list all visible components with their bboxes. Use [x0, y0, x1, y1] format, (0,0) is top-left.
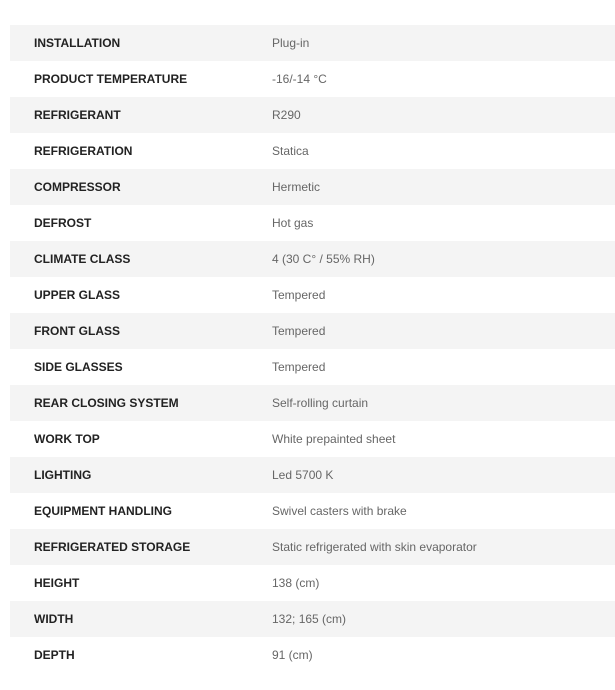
spec-label: EQUIPMENT HANDLING: [34, 504, 172, 518]
specifications-table: [10, 25, 615, 673]
spec-label: REFRIGERATED STORAGE: [34, 540, 191, 554]
spec-row-equipment-handling: [10, 493, 615, 529]
spec-label: COMPRESSOR: [34, 180, 121, 194]
spec-row-refrigerated-storage: [10, 529, 615, 565]
spec-row-refrigeration: [10, 133, 615, 169]
spec-value: 91 (cm): [272, 648, 313, 662]
spec-value: White prepainted sheet: [272, 432, 396, 446]
spec-value: Plug-in: [272, 36, 310, 50]
spec-value: Hot gas: [272, 216, 314, 230]
spec-row-defrost: [10, 205, 615, 241]
spec-value: R290: [272, 108, 301, 122]
spec-value: Tempered: [272, 288, 326, 302]
spec-row-width: [10, 601, 615, 637]
spec-label: REFRIGERATION: [34, 144, 133, 158]
spec-label: PRODUCT TEMPERATURE: [34, 72, 188, 86]
spec-row-climate-class: [10, 241, 615, 277]
spec-row-rear-closing-system: [10, 385, 615, 421]
spec-value: Tempered: [272, 324, 326, 338]
spec-value: 138 (cm): [272, 576, 320, 590]
spec-row-work-top: [10, 421, 615, 457]
spec-value: 4 (30 C° / 55% RH): [272, 252, 375, 266]
spec-value: Swivel casters with brake: [272, 504, 407, 518]
spec-value: Statica: [272, 144, 309, 158]
spec-value: -16/-14 °C: [272, 72, 327, 86]
spec-row-product-temperature: [10, 61, 615, 97]
spec-label: CLIMATE CLASS: [34, 252, 131, 266]
spec-label: INSTALLATION: [34, 36, 121, 50]
specifications-body: [10, 25, 615, 673]
spec-row-height: [10, 565, 615, 601]
spec-label: WIDTH: [34, 612, 74, 626]
spec-row-depth: [10, 637, 615, 673]
spec-value: Static refrigerated with skin evaporator: [272, 540, 477, 554]
spec-label: UPPER GLASS: [34, 288, 121, 302]
spec-value: Self-rolling curtain: [272, 396, 369, 410]
spec-row-installation: [10, 25, 615, 61]
spec-row-refrigerant: [10, 97, 615, 133]
spec-row-upper-glass: [10, 277, 615, 313]
spec-value: 132; 165 (cm): [272, 612, 347, 626]
spec-label: WORK TOP: [34, 432, 100, 446]
spec-value: Tempered: [272, 360, 326, 374]
spec-label: SIDE GLASSES: [34, 360, 123, 374]
spec-value: Hermetic: [272, 180, 321, 194]
spec-label: LIGHTING: [34, 468, 92, 482]
spec-label: REFRIGERANT: [34, 108, 121, 122]
spec-row-side-glasses: [10, 349, 615, 385]
spec-label: DEFROST: [34, 216, 92, 230]
spec-label: DEPTH: [34, 648, 75, 662]
spec-row-compressor: [10, 169, 615, 205]
spec-label: FRONT GLASS: [34, 324, 120, 338]
spec-row-lighting: [10, 457, 615, 493]
spec-row-front-glass: [10, 313, 615, 349]
spec-label: REAR CLOSING SYSTEM: [34, 396, 179, 410]
spec-label: HEIGHT: [34, 576, 80, 590]
spec-value: Led 5700 K: [272, 468, 334, 482]
